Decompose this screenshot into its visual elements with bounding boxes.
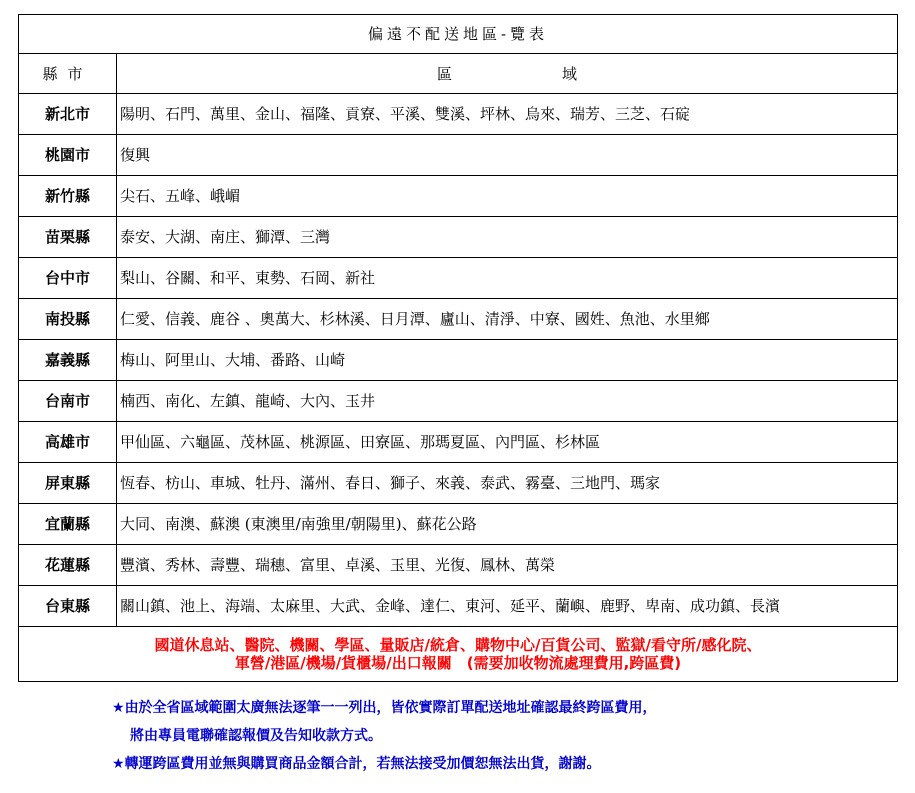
county-cell: 苗栗縣 [19, 217, 117, 258]
areas-cell: 楠西、南化、左鎮、龍崎、大內、玉井 [117, 381, 898, 422]
table-row [19, 422, 898, 463]
star-icon: ★ [112, 700, 125, 716]
footnote-3-text: 轉運跨區費用並無與購買商品金額合計，若無法接受加價恕無法出貨，謝謝。 [124, 756, 601, 772]
note-row [19, 627, 898, 682]
table-row [19, 135, 898, 176]
areas-cell: 復興 [117, 135, 898, 176]
footnote-2-text: 將由專員電聯確認報價及告知收款方式。 [130, 728, 382, 744]
areas-cell: 甲仙區、六龜區、茂林區、桃源區、田寮區、那瑪夏區、內門區、杉林區 [117, 422, 898, 463]
header-row [19, 54, 898, 94]
header-county: 縣市 [19, 54, 117, 94]
areas-cell: 恆春、枋山、車城、牡丹、滿州、春日、獅子、來義、泰武、霧臺、三地門、瑪家 [117, 463, 898, 504]
star-icon: ★ [112, 756, 125, 772]
areas-cell: 關山鎮、池上、海端、太麻里、大武、金峰、達仁、東河、延平、蘭嶼、鹿野、卑南、成功鎮、長濱 [117, 586, 898, 627]
table-row [19, 545, 898, 586]
header-area-right: 域 [562, 64, 578, 83]
areas-cell: 梨山、谷關、和平、東勢、石岡、新社 [117, 258, 898, 299]
county-cell: 宜蘭縣 [19, 504, 117, 545]
surcharge-note [19, 627, 898, 682]
table-title: 偏遠不配送地區-覽表 [19, 15, 898, 54]
footnote-1 [112, 697, 892, 725]
table-row [19, 586, 898, 627]
areas-cell: 仁愛、信義、鹿谷 、奧萬大、杉林溪、日月潭、廬山、清淨、中寮、國姓、魚池、水里鄉 [117, 299, 898, 340]
county-cell: 台南市 [19, 381, 117, 422]
footnote-3 [112, 753, 892, 781]
table-row [19, 340, 898, 381]
county-cell: 高雄市 [19, 422, 117, 463]
county-cell: 台東縣 [19, 586, 117, 627]
areas-cell: 梅山、阿里山、大埔、番路、山崎 [117, 340, 898, 381]
areas-cell: 豐濱、秀林、壽豐、瑞穗、富里、卓溪、玉里、光復、鳳林、萬榮 [117, 545, 898, 586]
areas-cell: 陽明、石門、萬里、金山、福隆、貢寮、平溪、雙溪、坪林、烏來、瑞芳、三芝、石碇 [117, 94, 898, 135]
header-area-left: 區 [436, 64, 452, 83]
county-cell: 新竹縣 [19, 176, 117, 217]
county-cell: 桃園市 [19, 135, 117, 176]
title-row [19, 15, 898, 54]
county-cell: 南投縣 [19, 299, 117, 340]
county-cell: 台中市 [19, 258, 117, 299]
footnote-2 [112, 725, 892, 753]
areas-cell: 大同、南澳、蘇澳 (東澳里/南強里/朝陽里)、蘇花公路 [117, 504, 898, 545]
note-line-1: 國道休息站、醫院、機關、學區、量販店/統倉、購物中心/百貨公司、監獄/看守所/感化院、 [154, 636, 762, 654]
areas-cell: 尖石、五峰、峨嵋 [117, 176, 898, 217]
table-row [19, 381, 898, 422]
note-line-2: 軍營/港區/機場/貨櫃場/出口報關 (需要加收物流處理費用,跨區費) [234, 654, 682, 672]
footnote-1-text: 由於全省區域範圍太廣無法逐筆一一列出，皆依實際訂單配送地址確認最終跨區費用， [124, 700, 657, 716]
table-row [19, 176, 898, 217]
footnotes [112, 697, 892, 781]
county-cell: 新北市 [19, 94, 117, 135]
table-row [19, 299, 898, 340]
county-cell: 嘉義縣 [19, 340, 117, 381]
county-cell: 屏東縣 [19, 463, 117, 504]
table-row [19, 94, 898, 135]
table-row [19, 258, 898, 299]
county-cell: 花蓮縣 [19, 545, 117, 586]
table-row [19, 504, 898, 545]
header-area [117, 54, 898, 94]
remote-area-table [18, 14, 898, 682]
table-row [19, 463, 898, 504]
remote-area-table-wrap [18, 14, 898, 682]
areas-cell: 泰安、大湖、南庄、獅潭、三灣 [117, 217, 898, 258]
table-row [19, 217, 898, 258]
